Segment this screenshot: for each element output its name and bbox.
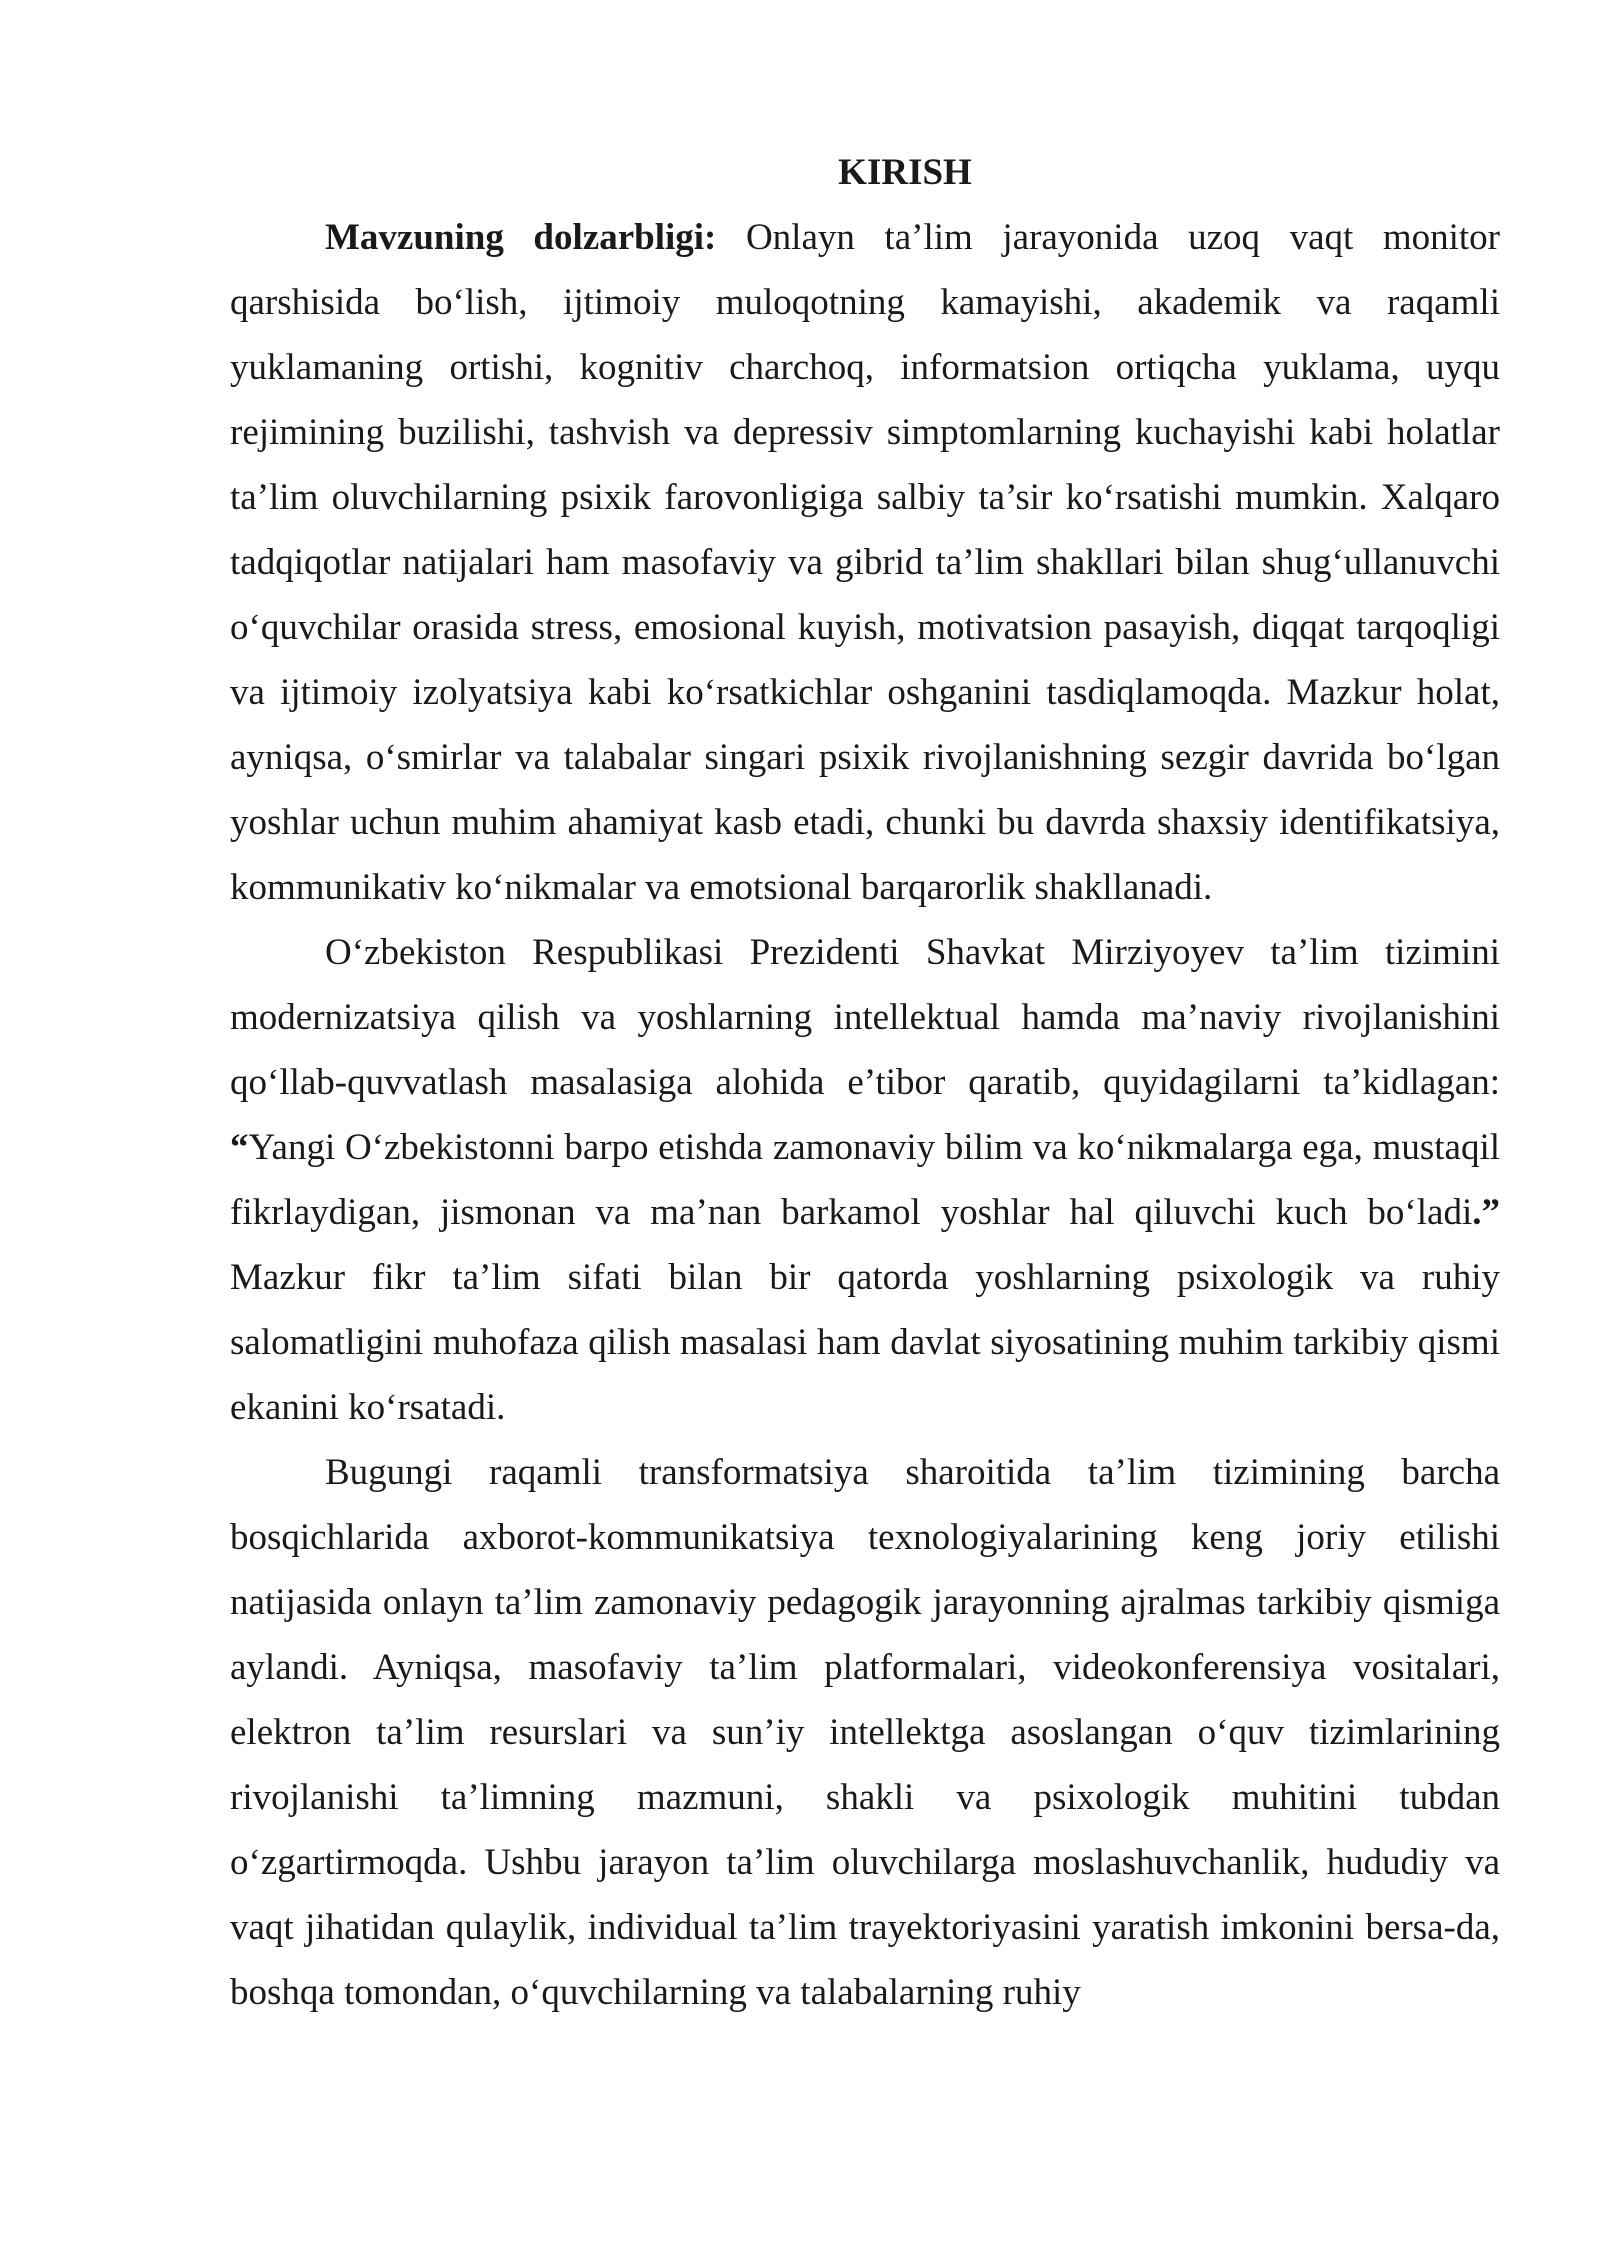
close-quote-mark: .” xyxy=(1472,1192,1500,1233)
document-page xyxy=(230,140,1500,2025)
page-title: KIRISH xyxy=(838,152,972,193)
open-quote-mark: “ xyxy=(230,1127,249,1168)
paragraph-digital-transformation xyxy=(230,1440,1500,2025)
relevance-text: Onlayn ta’lim jarayonida uzoq vaqt monitor qarshisida bo‘lish, ijtimoiy muloqotning kamayishi, akademik va raqamli yuklamaning ortishi, kognitiv charchoq, informatsion ortiqcha yuklama, uyqu rejimining buzilishi, tashvish va depressiv simptomlarning kuchayishi kabi holatlar ta’lim oluvchilarning psixik farovonligiga salbiy ta’sir ko‘rsatishi mumkin. Xalqaro tadqiqotlar natijalari ham masofaviy va gibrid ta’lim shakllari bilan shug‘ullanuvchi o‘quvchilar orasida stress, emosional kuyish, motivatsion pasayish, diqqat tarqoqligi va ijtimoiy izolyatsiya kabi ko‘rsatkichlar oshganini tasdiqlamoqda. Mazkur holat, ayniqsa, o‘smirlar va talabalar singari psixik rivojlanishning sezgir davrida bo‘lgan yoshlar uchun muhim ahamiyat kasb etadi, chunki bu davrda shaxsiy identifikatsiya, kommunikativ ko‘nikmalar va emotsional barqarorlik shakllanadi. xyxy=(230,217,1500,908)
quote-followup-text: Mazkur fikr ta’lim sifati bilan bir qatorda yoshlarning psixologik va ruhiy salomatligini muhofaza qilish masalasi ham davlat siyosatining muhim tarkibiy qismi ekanini ko‘rsatadi. xyxy=(230,1257,1500,1428)
relevance-heading: Mavzuning dolzarbligi: xyxy=(325,217,717,258)
paragraph-president-quote xyxy=(230,920,1500,1440)
quote-intro-text: O‘zbekiston Respublikasi Prezidenti Shavkat Mirziyoyev ta’lim tizimini modernizatsiya qilish va yoshlarning intellektual hamda ma’naviy rivojlanishini qo‘llab-quvvatlash masalasiga alohida e’tibor qaratib, quyidagilarni ta’kidlagan: xyxy=(230,932,1500,1103)
president-quote: Yangi O‘zbekistonni barpo etishda zamonaviy bilim va ko‘nikmalarga ega, mustaqil fikrlaydigan, jismonan va ma’nan barkamol yoshlar hal qiluvchi kuch bo‘ladi xyxy=(230,1127,1500,1233)
paragraph-relevance xyxy=(230,205,1500,920)
digital-transformation-text: Bugungi raqamli transformatsiya sharoitida ta’lim tizimining barcha bosqichlarida axborot-kommunikatsiya texnologiyalarining keng joriy etilishi natijasida onlayn ta’lim zamonaviy pedagogik jarayonning ajralmas tarkibiy qismiga aylandi. Ayniqsa, masofaviy ta’lim platformalari, videokonferensiya vositalari, elektron ta’lim resurslari va sun’iy intellektga asoslangan o‘quv tizimlarining rivojlanishi ta’limning mazmuni, shakli va psixologik muhitini tubdan o‘zgartirmoqda. Ushbu jarayon ta’lim oluvchilarga moslashuvchanlik, hududiy va vaqt jihatidan qulaylik, individual ta’lim trayektoriyasini yaratish imkonini bersa-da, boshqa tomondan, o‘quvchilarning va talabalarning ruhiy xyxy=(230,1452,1500,2013)
